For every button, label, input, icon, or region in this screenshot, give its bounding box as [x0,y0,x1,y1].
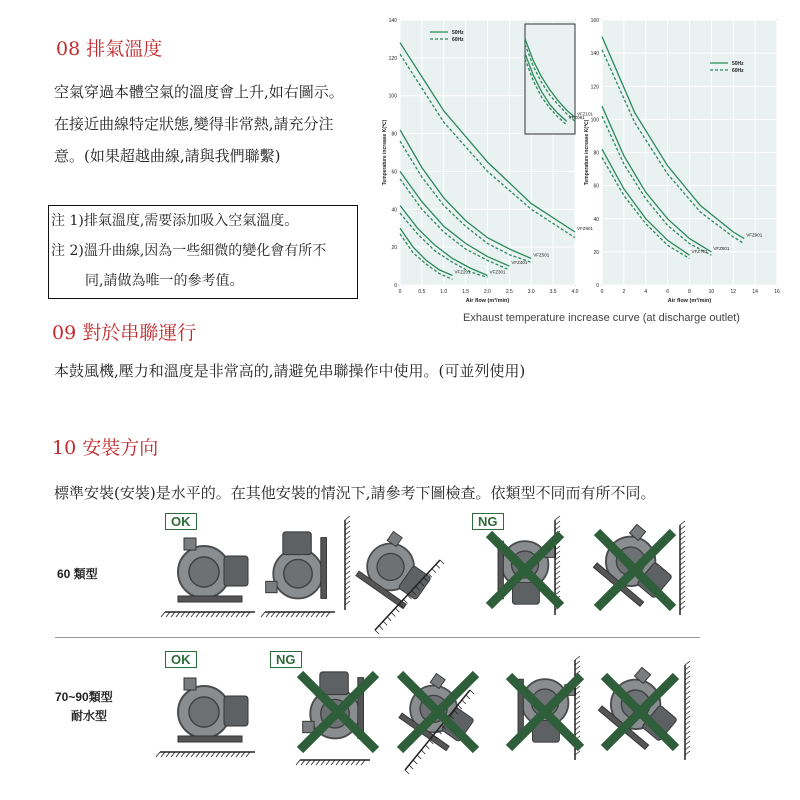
section-10-text: 標準安裝(安裝)是水平的。在其他安裝的情況下,請參考下圖檢查。依類型不同而有所不同。 [54,484,656,502]
blower-base [321,538,327,599]
x-axis-label: Air flow (m³/min) [465,298,510,304]
legend-label-60hz: 60Hz [732,68,744,74]
y-tick-label: 20 [593,249,599,256]
section-10-title: 10 安裝方向 [52,437,159,459]
hatch-mark [417,755,421,759]
hatch-mark [375,630,379,634]
hatch-mark [161,612,165,617]
hatch-mark [409,765,413,769]
hatch-mark [440,560,444,564]
series-annotation: VFZ081 [568,115,585,121]
blower-base [178,596,242,602]
hatch-mark [391,613,395,617]
section-9-text: 本鼓風機,壓力和溫度是非常高的,請避免串聯操作中使用。(可並列使用) [54,362,526,380]
y-tick-label: 100 [388,93,397,100]
blower-port [266,581,277,592]
blower-port [303,721,314,732]
y-tick-label: 160 [590,18,599,24]
series-annotation: VFZ801 [713,245,730,251]
floor-60-vertical [261,612,335,617]
blower-motor [283,532,312,555]
section-8-line-3: 意。(如果超越曲線,請與我們聯繫) [54,147,281,165]
hatch-mark [436,564,440,568]
blower-base [178,736,242,742]
ng-tag-row-2: NG [270,651,302,668]
wall-60-ng-tilted [680,521,685,615]
row-2-type-label: 70~90類型 [55,690,113,704]
series-annotation: VFZ901 [746,232,763,238]
hatch-mark [413,760,417,764]
hatch-mark [685,661,690,665]
series-annotation: VFZ501 [533,252,550,258]
hatch-mark [379,626,383,630]
x-tick-label: 8 [688,289,691,295]
x-tick-label: 3.0 [527,289,535,295]
note-1: 注 1)排氣溫度,需要添加吸入空氣溫度。 [51,213,299,229]
wall-60-tilted [345,516,350,610]
floor-70-horizontal [156,752,255,757]
blower-impeller-cover [189,697,219,727]
hatch-mark [425,745,429,749]
section-8-title: 08 排氣溫度 [56,38,163,60]
section-8-line-1: 空氣穿過本體空氣的溫度會上升,如右圖示。 [54,83,344,101]
blower-port [184,678,196,690]
wall-70-ng-tilted [685,661,690,760]
hatch-mark [383,621,387,625]
hatch-mark [470,690,474,694]
y-tick-label: 20 [391,245,397,252]
y-tick-label: 140 [388,18,397,24]
x-tick-label: 16 [774,289,780,295]
y-tick-label: 80 [391,131,397,138]
x-tick-label: 2.0 [484,289,491,295]
section-8-line-2: 在接近曲線特定狀態,變得非常熱,請充分注 [54,115,334,133]
y-tick-label: 0 [596,283,599,289]
legend-label-60hz: 60Hz [452,37,464,43]
blower-impeller-cover [284,559,313,588]
x-tick-label: 1.0 [440,289,448,295]
y-tick-label: 40 [391,207,397,214]
y-tick-label: 40 [593,216,599,223]
ng-tag-row-1: NG [472,513,504,530]
hatch-mark [421,750,425,754]
y-tick-label: 140 [590,51,599,58]
hatch-mark [575,656,580,660]
floor-60-horizontal [161,612,255,617]
x-tick-label: 4 [644,289,648,295]
note-3: 同,請做為唯一的參考值。 [85,273,244,289]
hatch-mark [680,521,685,525]
hatch-mark [462,700,466,704]
hatch-mark [432,569,436,573]
hatch-mark [466,695,470,699]
x-tick-label: 2.5 [505,289,513,295]
series-annotation: VFZ801 [577,226,594,231]
legend-label-50hz: 50Hz [732,61,744,67]
note-2: 注 2)溫升曲線,因為一些細微的變化會有所不 [51,243,327,259]
y-tick-label: 120 [388,55,397,62]
blower-70-horizontal [178,678,248,742]
hatch-mark [261,612,265,617]
x-tick-label: 1.5 [462,289,470,295]
blower-port [184,538,196,550]
floor-70-ng-vertical [296,760,370,765]
blower-motor [320,672,349,695]
x-tick-label: 0.5 [418,289,426,295]
x-tick-label: 6 [666,289,670,295]
y-tick-label: 60 [593,183,599,190]
x-tick-label: 0 [600,289,604,295]
ok-tag-row-1: OK [165,513,197,530]
blower-motor [224,556,248,586]
hatch-mark [555,516,560,520]
series-annotation: VFZ201 [454,269,471,275]
row-2-waterproof-label: 耐水型 [71,709,108,723]
blower-60-tilted [356,528,441,611]
x-axis-label: Air flow (m³/min) [667,298,712,304]
y-tick-label: 100 [590,117,599,124]
hatch-mark [395,608,399,612]
blower-60-vertical [266,532,327,599]
y-axis-label: Temperature increase K(℃) [382,119,388,186]
section-9-title: 09 對於串聯運行 [52,322,197,344]
blower-impeller-cover [189,557,219,587]
hatch-mark [345,516,350,520]
x-tick-label: 14 [752,289,758,295]
series-annotation: VFZ301 [489,269,506,275]
chart-caption: Exhaust temperature increase curve (at discharge outlet) [463,312,740,324]
hatch-mark [156,752,160,757]
hatch-mark [405,770,409,774]
ok-tag-row-2: OK [165,651,197,668]
hatch-mark [296,760,300,765]
y-axis-label: Temperature increase K(℃) [584,119,590,186]
series-annotation: VFZ101 [577,111,594,117]
y-tick-label: 0 [394,283,397,289]
y-tick-label: 120 [590,84,599,91]
blower-60-horizontal [178,538,248,602]
y-tick-label: 60 [391,169,397,176]
series-annotation: VFZ401 [511,260,528,266]
x-tick-label: 10 [708,289,715,295]
x-tick-label: 4.0 [571,289,579,295]
x-tick-label: 2 [622,289,626,295]
x-tick-label: 0 [398,289,402,295]
blower-motor [224,696,248,726]
hatch-mark [387,617,391,621]
x-tick-label: 12 [730,289,737,295]
series-annotation: VFZ701 [691,249,708,255]
y-tick-label: 80 [593,150,599,157]
row-1-type-label: 60 類型 [57,567,98,581]
legend-label-50hz: 50Hz [452,30,464,36]
x-tick-label: 3.5 [549,289,557,295]
